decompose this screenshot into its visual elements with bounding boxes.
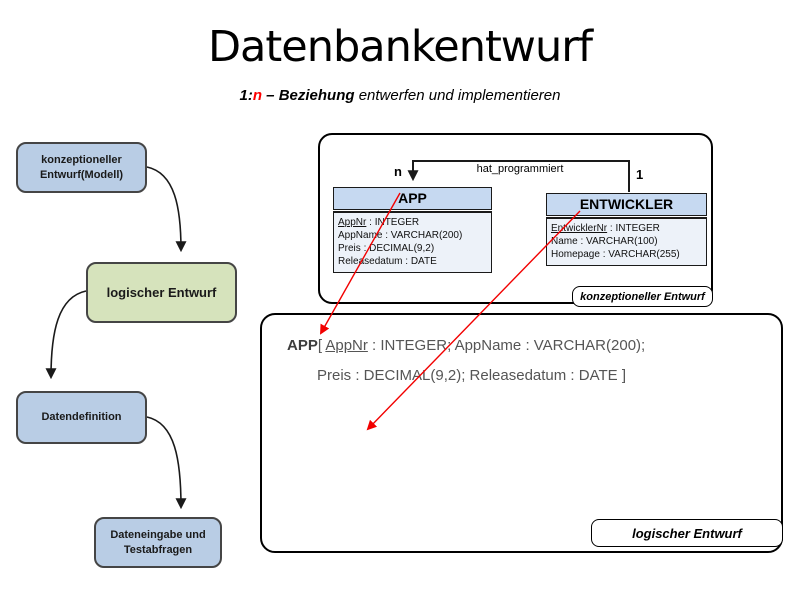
attribute-name: AppNr	[338, 217, 367, 228]
schema-primary-key: AppNr	[325, 337, 368, 354]
subtitle-rest: entwerfen und implementieren	[354, 87, 561, 104]
attribute-name: Releasedatum	[338, 256, 403, 267]
attribute-row	[551, 222, 704, 235]
conceptual-design-caption: konzeptioneller Entwurf	[572, 286, 713, 307]
attribute-row	[551, 248, 704, 261]
entity-app-title: APP	[333, 187, 492, 210]
logical-design-caption: logischer Entwurf	[591, 519, 783, 547]
relationship-name: hat_programmiert	[476, 163, 564, 175]
subtitle	[0, 87, 800, 104]
schema-line1-rest: : INTEGER; AppName : VARCHAR(200);	[367, 337, 646, 354]
attribute-row	[551, 235, 704, 248]
attribute-type: : VARCHAR(100)	[577, 236, 658, 247]
flow-connector-3	[147, 417, 181, 507]
attribute-row	[338, 255, 489, 268]
page-title: Datenbankentwurf	[207, 22, 593, 72]
flow-step-konzeptioneller-entwurf: konzeptioneller Entwurf(Modell)	[16, 142, 147, 193]
entity-entwickler	[546, 193, 707, 266]
attribute-row	[338, 216, 489, 229]
attribute-type: : INTEGER	[366, 217, 420, 228]
attribute-type: : VARCHAR(200)	[382, 230, 463, 241]
attribute-name: Name	[551, 236, 578, 247]
flow-connector-2	[51, 291, 86, 377]
flow-step-datendefinition: Datendefinition	[16, 391, 147, 444]
schema-line-2: Preis : DECIMAL(9,2); Releasedatum : DATE ]	[317, 367, 626, 384]
attribute-type: : VARCHAR(255)	[599, 249, 680, 260]
entity-app-attributes	[333, 211, 492, 273]
subtitle-relation-word: – Beziehung	[262, 87, 355, 104]
relation-schema	[287, 331, 645, 391]
attribute-row	[338, 242, 489, 255]
schema-line-1	[287, 331, 645, 361]
flow-step-logischer-entwurf: logischer Entwurf	[86, 262, 237, 323]
subtitle-ratio: 1:	[239, 87, 253, 104]
cardinality-1-label: 1	[636, 167, 644, 182]
attribute-name: AppName	[338, 230, 383, 241]
schema-relation-name: APP	[287, 337, 318, 354]
attribute-type: : DATE	[402, 256, 437, 267]
schema-bracket: [	[317, 337, 326, 354]
attribute-name: EntwicklerNr	[551, 223, 608, 234]
attribute-name: Preis	[338, 243, 361, 254]
cardinality-n-label: n	[394, 164, 402, 179]
flow-step-dateneingabe: Dateneingabe und Testabfragen	[94, 517, 222, 568]
attribute-type: : DECIMAL(9,2)	[360, 243, 435, 254]
entity-app	[333, 187, 492, 273]
attribute-name: Homepage	[551, 249, 600, 260]
entity-entwickler-title: ENTWICKLER	[546, 193, 707, 216]
subtitle-cardinality-n: n	[252, 87, 263, 104]
flow-connector-1	[147, 167, 181, 250]
attribute-type: : INTEGER	[607, 223, 660, 234]
attribute-row	[338, 229, 489, 242]
entity-entwickler-attributes	[546, 217, 707, 266]
